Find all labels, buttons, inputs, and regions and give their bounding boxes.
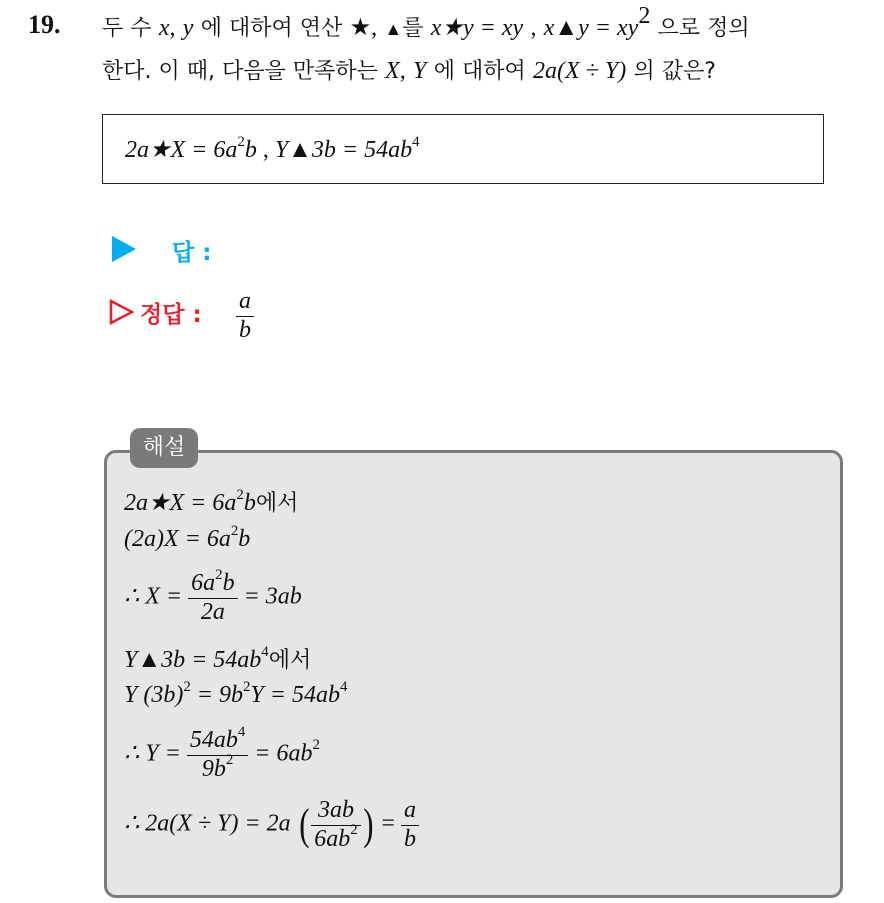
solution-tab: 해설 [130, 428, 198, 468]
var-x: x [158, 15, 170, 41]
math: a [403, 797, 416, 823]
exponent: 4 [412, 133, 420, 150]
math: = 9b [190, 682, 243, 708]
exponent: 2 [236, 486, 244, 503]
math: ∴ X = [124, 583, 183, 610]
question-text: 한다. 이 때, 다음을 만족하는 [102, 59, 378, 84]
outline-triangle-icon [108, 299, 134, 325]
math: b [238, 526, 251, 552]
answer-label: 답 : [172, 240, 212, 266]
solution-line-4 [124, 643, 311, 674]
exponent: 2 [350, 822, 358, 839]
var-X: X [385, 58, 400, 84]
question-text: 를 [402, 16, 424, 41]
solution-line-1 [124, 486, 298, 517]
comma: , [399, 58, 406, 84]
equals: = [381, 810, 395, 837]
math: 2a [200, 598, 225, 625]
correct-answer-fraction [236, 288, 254, 344]
fraction-numerator [187, 723, 248, 756]
math: 2a★X = 6a [124, 490, 237, 516]
fraction-denominator [236, 317, 254, 345]
question-text: 에 대하여 연산 [200, 16, 343, 41]
solution-line-7 [124, 797, 419, 853]
math: b [222, 570, 235, 596]
separator: , [262, 137, 269, 163]
exponent: 2 [215, 566, 223, 583]
comma: , [169, 15, 176, 41]
math: Y▲3b = 54ab [124, 647, 262, 673]
question-line-1 [102, 2, 750, 45]
math: 54ab [189, 727, 238, 753]
exponent: 4 [339, 678, 348, 695]
right-paren: ) [362, 800, 374, 850]
fraction-numerator [401, 797, 419, 826]
fraction-denominator [311, 822, 360, 854]
var-Y: Y [413, 58, 427, 84]
given-condition [125, 135, 420, 164]
var-y: y [182, 15, 194, 41]
triangle-symbol: ▲ [384, 19, 403, 39]
question-text: 으로 정의 [657, 16, 750, 41]
exponent: 2 [237, 133, 245, 150]
question-text: 에 대하여 [433, 59, 526, 84]
fraction-numerator [236, 288, 254, 317]
math: Y (3b) [124, 682, 184, 708]
correct-label: 정답 : [140, 302, 202, 328]
math: 6a [191, 570, 216, 596]
math: 3ab [318, 797, 355, 823]
correct-label-wrap [108, 296, 202, 329]
fraction [311, 797, 360, 853]
exponent: 4 [237, 723, 246, 740]
question-line-2 [102, 55, 716, 88]
definition-star: x★y = xy [430, 15, 524, 41]
fraction [187, 723, 248, 783]
definition-triangle: x▲y = xy [543, 15, 639, 41]
korean-text: 에서 [255, 491, 299, 516]
math: b [243, 490, 256, 516]
play-triangle-icon [112, 236, 136, 262]
question-number: 19. [28, 10, 61, 39]
question-text: 두 수 [102, 16, 152, 41]
target-expression: 2a(X ÷ Y) [533, 58, 627, 84]
solution-line-3 [124, 566, 302, 626]
fraction-numerator [188, 566, 237, 599]
math: = 6ab [254, 740, 313, 767]
korean-text: 에서 [268, 648, 312, 673]
math: b [403, 825, 416, 852]
exponent: 2 [638, 2, 651, 29]
fraction-denominator [187, 752, 248, 784]
question-text: 의 값은? [633, 59, 716, 84]
fraction [188, 566, 237, 626]
exponent: 4 [261, 643, 269, 660]
comma: , [371, 15, 378, 41]
exponent: 2 [242, 678, 251, 695]
denominator-value: b [239, 316, 251, 343]
math: ∴ Y = [124, 740, 181, 767]
math: (2a)X = 6a [124, 526, 231, 552]
given-left: 2a★X = 6a [125, 137, 238, 163]
solution-line-5 [124, 678, 348, 709]
given-left-b: b [244, 137, 257, 163]
math: 9b [201, 755, 226, 782]
exponent: 2 [225, 752, 234, 769]
solution-line-2 [124, 522, 251, 553]
given-right: Y▲3b = 54ab [274, 137, 413, 163]
comma: , [530, 15, 537, 41]
fraction-denominator [401, 826, 419, 854]
given-condition-box [102, 114, 824, 184]
left-paren: ( [298, 800, 310, 850]
exponent: 2 [183, 678, 191, 695]
exponent: 2 [312, 737, 320, 754]
math: = 3ab [243, 583, 302, 610]
math: 6ab [314, 825, 351, 852]
math: ∴ 2a(X ÷ Y) = 2a [124, 810, 291, 837]
solution-line-6 [124, 723, 320, 783]
math: Y = 54ab [250, 682, 340, 708]
star-symbol: ★ [349, 15, 372, 41]
numerator-value: a [239, 288, 251, 314]
fraction-denominator [188, 599, 237, 627]
result-fraction [401, 797, 419, 853]
exponent: 2 [230, 522, 239, 539]
